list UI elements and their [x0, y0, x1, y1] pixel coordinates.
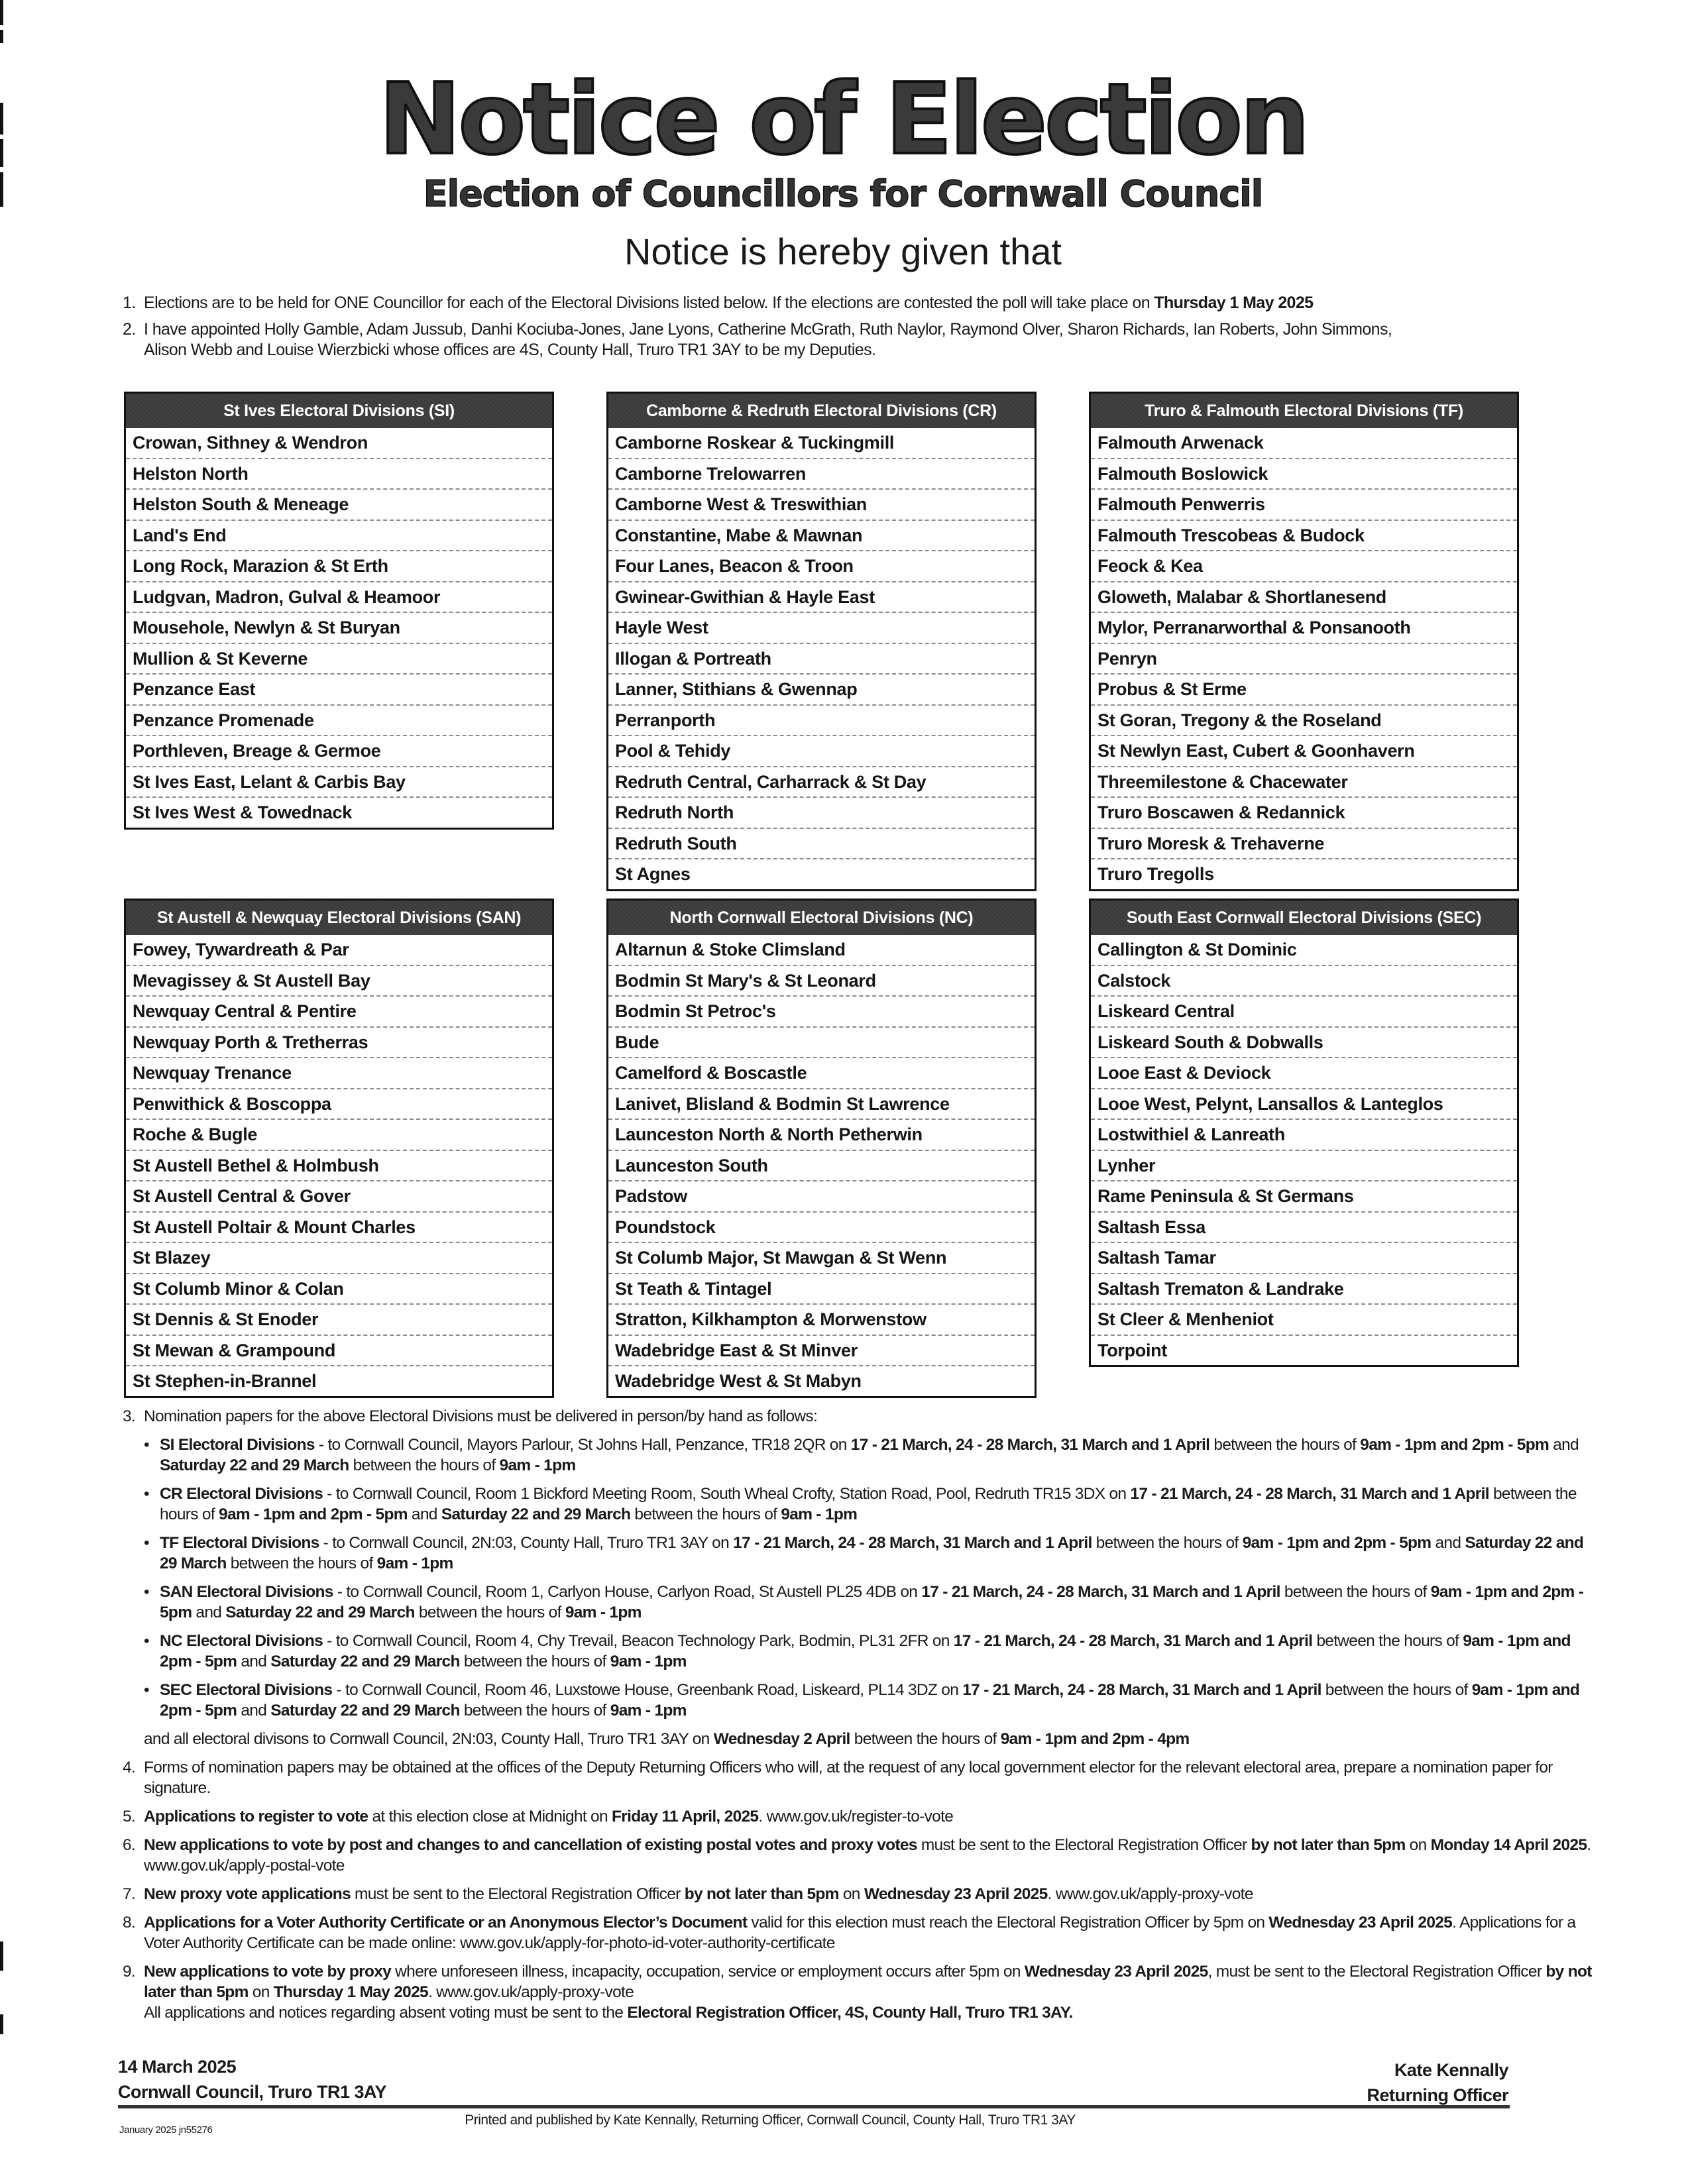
nomination-office [144, 1680, 1594, 1721]
division-row: Long Rock, Marazion & St Erth [126, 550, 552, 581]
page-subtitle: Election of Councillors for Cornwall Council [423, 173, 1263, 215]
division-row: Truro Moresk & Trehaverne [1091, 828, 1517, 859]
notice-place: Cornwall Council, Truro TR1 3AY [118, 2082, 387, 2102]
division-row: Newquay Porth & Tretherras [126, 1026, 552, 1058]
imprint: Printed and published by Kate Kennally, Returning Officer, Cornwall Council, County Hall, Truro TR1 3AY [465, 2112, 1076, 2128]
item-8 [123, 1912, 1594, 1953]
item-text: on [838, 1885, 864, 1903]
division-table [606, 392, 1037, 891]
division-table-header: St Austell & Newquay Electoral Divisions (SAN) [126, 901, 552, 935]
item-bold: Friday 11 April, 2025 [612, 1808, 759, 1826]
all-divisions-day: Wednesday 2 April [713, 1730, 850, 1748]
item-number: 9. [123, 1963, 136, 1981]
office-label: SEC Electoral Divisions [160, 1681, 333, 1699]
nomination-dates: 17 - 21 March, 24 - 28 March, 31 March and 1 April [962, 1681, 1321, 1699]
signatory-role: Returning Officer [1367, 2085, 1508, 2105]
division-row: Camborne West & Treswithian [608, 488, 1035, 519]
connector-text: and [407, 1505, 441, 1523]
division-row: Liskeard South & Dobwalls [1091, 1026, 1517, 1058]
division-row: Falmouth Arwenack [1097, 433, 1264, 453]
division-row: Fowey, Tywardreath & Par [133, 940, 349, 959]
document-reference: January 2025 jn55276 [119, 2124, 213, 2136]
division-row: Altarnun & Stoke Climsland [615, 940, 846, 959]
division-row: Redruth North [608, 796, 1035, 828]
division-row: Wadebridge East & St Minver [608, 1335, 1035, 1366]
footer-date-block [118, 2054, 386, 2104]
division-row: Penzance Promenade [126, 704, 552, 736]
office-address: - to Cornwall Council, 2N:03, County Hall, Truro TR1 3AY [319, 1534, 708, 1552]
division-table [124, 392, 554, 830]
item-text: Forms of nomination papers may be obtained at the offices of the Deputy Returning Officers who will, at the request of any local government elector for the relevant electoral area, prepare a nomination paper for signature. [144, 1759, 1553, 1797]
division-row: Porthleven, Breage & Germoe [126, 735, 552, 766]
office-label: CR Electoral Divisions [160, 1485, 323, 1503]
item-9 [123, 1961, 1594, 2002]
item-text-link: . www.gov.uk/register-to-vote [758, 1808, 954, 1826]
item-5 [123, 1806, 1594, 1827]
division-row: Mousehole, Newlyn & St Buryan [126, 612, 552, 643]
saturday-dates: Saturday 22 and 29 March [160, 1456, 349, 1474]
weekday-hours: 9am - 1pm and 2pm - 5pm [160, 1583, 1584, 1621]
division-row: Pool & Tehidy [608, 735, 1035, 766]
item-bold: by not later than 5pm [1251, 1836, 1406, 1854]
scan-edge-mark [0, 2014, 3, 2034]
division-row: Poundstock [608, 1211, 1035, 1242]
deputies-line-1: I have appointed Holly Gamble, Adam Jussub, Danhi Kociuba-Jones, Jane Lyons, Catherine McGrath, Ruth Naylor, Raymond Olver, Sharon Richards, Ian Roberts, John Simmons, [144, 320, 1392, 339]
nomination-dates: 17 - 21 March, 24 - 28 March, 31 March and 1 April [1130, 1485, 1489, 1503]
item-bold: Wednesday 23 April 2025 [864, 1885, 1048, 1903]
division-row: Torpoint [1091, 1335, 1517, 1366]
division-row: St Columb Major, St Mawgan & St Wenn [608, 1242, 1035, 1273]
division-row: Truro Boscawen & Redannick [1091, 796, 1517, 828]
weekday-hours: 9am - 1pm and 2pm - 5pm [219, 1505, 408, 1523]
connector-text: between the hours of [226, 1555, 377, 1572]
item-bold: New applications to vote by post and changes to and cancellation of existing postal votes and proxy votes [144, 1836, 917, 1854]
division-row: Redruth South [608, 828, 1035, 859]
office-label: NC Electoral Divisions [160, 1632, 323, 1650]
item-number: 1. [123, 294, 136, 312]
connector-text: between the hours of [459, 1653, 610, 1670]
office-address: - to Cornwall Council, Mayors Parlour, St Johns Hall, Penzance, TR18 2QR [314, 1436, 826, 1454]
office-address: - to Cornwall Council, Room 46, Luxstowe House, Greenbank Road, Liskeard, PL14 3DZ [332, 1681, 938, 1699]
connector-text: between the hours of [1280, 1583, 1431, 1601]
saturday-hours: 9am - 1pm [610, 1653, 687, 1670]
item-bold: Applications for a Voter Authority Certificate or an Anonymous Elector’s Document [144, 1914, 748, 1932]
item-6 [123, 1835, 1594, 1876]
connector-text: between the hours of [414, 1604, 565, 1621]
division-row: Mullion & St Keverne [126, 643, 552, 674]
division-table-header: Truro & Falmouth Electoral Divisions (TF) [1091, 394, 1517, 428]
office-label: SI Electoral Divisions [160, 1436, 315, 1454]
connector-text: on [708, 1534, 734, 1552]
nomination-dates: 17 - 21 March, 24 - 28 March, 31 March and 1 April [953, 1632, 1313, 1650]
item-text-link: . www.gov.uk/apply-postal-vote [144, 1836, 1591, 1875]
division-table-header: South East Cornwall Electoral Divisions (SEC) [1091, 901, 1517, 935]
all-divisions-line [144, 1729, 1594, 1749]
nomination-office [144, 1631, 1594, 1672]
scan-edge-mark [0, 1941, 3, 1971]
office-label: TF Electoral Divisions [160, 1534, 319, 1552]
nomination-lead: Nomination papers for the above Electoral Divisions must be delivered in person/by hand as follows: [144, 1407, 818, 1425]
saturday-dates: Saturday 22 and 29 March [270, 1702, 460, 1720]
division-row: Perranporth [608, 704, 1035, 736]
division-row: Callington & St Dominic [1097, 940, 1297, 959]
item-3 [123, 1406, 1594, 1427]
connector-text: and [192, 1604, 226, 1621]
division-row: Falmouth Boslowick [1091, 458, 1517, 489]
item-bold: by not later than 5pm [684, 1885, 839, 1903]
item-number: 7. [123, 1885, 136, 1903]
saturday-hours: 9am - 1pm [499, 1456, 576, 1474]
bullet-icon: • [144, 1681, 149, 1699]
division-table-header: Camborne & Redruth Electoral Divisions (CR) [608, 394, 1035, 428]
division-row: Saltash Tamar [1091, 1242, 1517, 1273]
item-number: 5. [123, 1808, 136, 1826]
saturday-dates: Saturday 22 and 29 March [225, 1604, 415, 1621]
division-row: St Austell Poltair & Mount Charles [126, 1211, 552, 1242]
item-text: on [1405, 1836, 1431, 1854]
saturday-hours: 9am - 1pm [781, 1505, 858, 1523]
footer-rule [118, 2105, 1510, 2108]
division-row: Redruth Central, Carharrack & St Day [608, 766, 1035, 797]
item-bold: Wednesday 23 April 2025 [1268, 1914, 1453, 1932]
page-title: Notice of Election [378, 62, 1308, 176]
division-row: St Mewan & Grampound [126, 1335, 552, 1366]
division-row: Lanner, Stithians & Gwennap [608, 673, 1035, 704]
division-row: St Dennis & St Enoder [126, 1303, 552, 1335]
division-row: Gwinear-Gwithian & Hayle East [608, 581, 1035, 612]
division-row: St Blazey [126, 1242, 552, 1273]
division-row: Ludgvan, Madron, Gulval & Heamoor [126, 581, 552, 612]
connector-text: between the hours of [630, 1505, 781, 1523]
item-text: , must be sent to the Electoral Registration Officer [1208, 1963, 1546, 1981]
division-row: Bodmin St Petroc's [608, 995, 1035, 1026]
division-table [1089, 899, 1519, 1367]
division-row: Helston South & Meneage [126, 488, 552, 519]
bullet-icon: • [144, 1436, 149, 1454]
nomination-dates: 17 - 21 March, 24 - 28 March, 31 March and 1 April [850, 1436, 1210, 1454]
item-bold: by not later than 5pm [144, 1963, 1592, 2001]
division-row: Crowan, Sithney & Wendron [133, 433, 368, 453]
connector-text: between the hours of [1312, 1632, 1463, 1650]
connector-text: between the hours of [160, 1485, 1577, 1523]
saturday-dates: Saturday 22 and 29 March [270, 1653, 460, 1670]
division-row: Feock & Kea [1091, 550, 1517, 581]
nomination-section [123, 1406, 1594, 2023]
signatory-name: Kate Kennally [1394, 2060, 1508, 2080]
division-row: Illogan & Portreath [608, 643, 1035, 674]
division-row: Land's End [126, 519, 552, 551]
all-divisions-text: and all electoral divisons to Cornwall Council, 2N:03, County Hall, Truro TR1 3AY on [144, 1730, 714, 1748]
division-row: St Ives East, Lelant & Carbis Bay [126, 766, 552, 797]
division-row: Stratton, Kilkhampton & Morwenstow [608, 1303, 1035, 1335]
poll-date: Thursday 1 May 2025 [1154, 294, 1314, 312]
weekday-hours: 9am - 1pm and 2pm - 5pm [1242, 1534, 1432, 1552]
saturday-hours: 9am - 1pm [376, 1555, 453, 1572]
division-row: Helston North [126, 458, 552, 489]
item-bold: Monday 14 April 2025 [1430, 1836, 1587, 1854]
nomination-office [144, 1435, 1594, 1476]
item-number: 8. [123, 1914, 136, 1932]
bullet-icon: • [144, 1485, 149, 1503]
connector-text: between the hours of [1092, 1534, 1243, 1552]
division-row: Mylor, Perranarworthal & Ponsanooth [1091, 612, 1517, 643]
deputies-line-2: Alison Webb and Louise Wierzbicki whose offices are 4S, County Hall, Truro TR1 3AY to be my Deputies. [144, 341, 876, 359]
connector-text: on [928, 1632, 954, 1650]
item-text-link: . Applications for a Voter Authority Certificate can be made online: www.gov.uk/apply-for-photo-id-voter-authority-certificate [144, 1914, 1576, 1952]
saturday-hours: 9am - 1pm [565, 1604, 642, 1621]
division-row: Newquay Trenance [126, 1057, 552, 1088]
nomination-office [144, 1484, 1594, 1525]
division-row: St Stephen-in-Brannel [126, 1365, 552, 1396]
division-row: Truro Tregolls [1091, 858, 1517, 889]
nomination-dates: 17 - 21 March, 24 - 28 March, 31 March and 1 April [921, 1583, 1280, 1601]
scan-edge-mark [0, 30, 3, 43]
connector-text: on [1105, 1485, 1131, 1503]
division-row: Liskeard Central [1091, 995, 1517, 1026]
intro-item-2 [123, 319, 1581, 360]
division-row: Looe West, Pelynt, Lansallos & Lanteglos [1091, 1088, 1517, 1119]
item-bold: New applications to vote by proxy [144, 1963, 392, 1981]
bullet-icon: • [144, 1632, 149, 1650]
saturday-dates: Saturday 22 and 29 March [160, 1534, 1584, 1572]
division-row: Lanivet, Blisland & Bodmin St Lawrence [608, 1088, 1035, 1119]
division-row: Gloweth, Malabar & Shortlanesend [1091, 581, 1517, 612]
division-row: Newquay Central & Pentire [126, 995, 552, 1026]
notice-date: 14 March 2025 [118, 2057, 237, 2077]
division-row: Launceston North & North Petherwin [608, 1119, 1035, 1150]
connector-text: and [1431, 1534, 1465, 1552]
division-row: Roche & Bugle [126, 1119, 552, 1150]
absent-voting-line [144, 2002, 1594, 2023]
weekday-hours: 9am - 1pm and 2pm - 5pm [160, 1632, 1571, 1670]
nomination-office [144, 1533, 1594, 1574]
division-row: Constantine, Mabe & Mawnan [608, 519, 1035, 551]
division-row: St Teath & Tintagel [608, 1273, 1035, 1304]
division-row: Threemilestone & Chacewater [1091, 766, 1517, 797]
item-text: must be sent to the Electoral Registration Officer [350, 1885, 685, 1903]
division-row: Lostwithiel & Lanreath [1091, 1119, 1517, 1150]
division-row: Saltash Trematon & Landrake [1091, 1273, 1517, 1304]
absent-text: All applications and notices regarding absent voting must be sent to the [144, 2004, 628, 2022]
item-7 [123, 1884, 1594, 1904]
division-row: Camborne Roskear & Tuckingmill [615, 433, 895, 453]
intro-item-1 [123, 293, 1581, 313]
item-bold: Wednesday 23 April 2025 [1024, 1963, 1208, 1981]
signatory-block [1367, 2057, 1508, 2108]
connector-text: on [937, 1681, 963, 1699]
division-table [606, 899, 1037, 1398]
division-row: St Columb Minor & Colan [126, 1273, 552, 1304]
office-label: SAN Electoral Divisions [160, 1583, 333, 1601]
division-table-header: North Cornwall Electoral Divisions (NC) [608, 901, 1035, 935]
division-row: Hayle West [608, 612, 1035, 643]
division-row: Calstock [1091, 965, 1517, 996]
item-bold: New proxy vote applications [144, 1885, 351, 1903]
division-row: Bude [608, 1026, 1035, 1058]
item-text-link: . www.gov.uk/apply-proxy-vote [427, 1983, 634, 2001]
connector-text: and [1549, 1436, 1579, 1454]
between-text: between the hours of [850, 1730, 1001, 1748]
saturday-hours: 9am - 1pm [610, 1702, 687, 1720]
division-row: Bodmin St Mary's & St Leonard [608, 965, 1035, 996]
division-table-header: St Ives Electoral Divisions (SI) [126, 394, 552, 428]
connector-text: between the hours of [349, 1456, 500, 1474]
item-text: Elections are to be held for ONE Councillor for each of the Electoral Divisions listed below. If the elections are contested the poll will take place on [144, 294, 1154, 312]
saturday-dates: Saturday 22 and 29 March [441, 1505, 631, 1523]
item-bold: Applications to register to vote [144, 1808, 368, 1826]
notice-given-line: Notice is hereby given that [624, 231, 1062, 272]
division-table [1089, 392, 1519, 891]
division-row: Falmouth Trescobeas & Budock [1091, 519, 1517, 551]
division-row: Four Lanes, Beacon & Troon [608, 550, 1035, 581]
item-text: where unforeseen illness, incapacity, occupation, service or employment occurs after 5pm on [391, 1963, 1025, 1981]
division-row: St Austell Bethel & Holmbush [126, 1150, 552, 1181]
connector-text: on [825, 1436, 851, 1454]
office-address: - to Cornwall Council, Room 1, Carlyon House, Carlyon Road, St Austell PL25 4DB [333, 1583, 897, 1601]
office-address: - to Cornwall Council, Room 4, Chy Trevail, Beacon Technology Park, Bodmin, PL31 2FR [323, 1632, 928, 1650]
division-row: Rame Peninsula & St Germans [1091, 1180, 1517, 1211]
scan-edge-mark [0, 0, 3, 25]
item-text: must be sent to the Electoral Registration Officer [917, 1836, 1251, 1854]
division-row: Launceston South [608, 1150, 1035, 1181]
division-row: Penwithick & Boscoppa [126, 1088, 552, 1119]
division-row: St Ives West & Towednack [126, 796, 552, 828]
absent-address: Electoral Registration Officer, 4S, County Hall, Truro TR1 3AY. [627, 2004, 1073, 2022]
division-row: Camelford & Boscastle [608, 1057, 1035, 1088]
item-text: on [248, 1983, 274, 2001]
division-row: Saltash Essa [1091, 1211, 1517, 1242]
connector-text: on [896, 1583, 922, 1601]
bullet-icon: • [144, 1534, 149, 1552]
division-row: Lynher [1091, 1150, 1517, 1181]
all-divisions-hours: 9am - 1pm and 2pm - 4pm [1000, 1730, 1190, 1748]
division-row: Penzance East [126, 673, 552, 704]
division-row: St Austell Central & Gover [126, 1180, 552, 1211]
weekday-hours: 9am - 1pm and 2pm - 5pm [1360, 1436, 1549, 1454]
office-address: - to Cornwall Council, Room 1 Bickford Meeting Room, South Wheal Crofty, Station Road, Pool, Redruth TR15 3DX [323, 1485, 1105, 1503]
item-text-link: . www.gov.uk/apply-proxy-vote [1047, 1885, 1253, 1903]
connector-text: between the hours of [1209, 1436, 1361, 1454]
item-4 [123, 1757, 1594, 1798]
division-row: St Cleer & Menheniot [1091, 1303, 1517, 1335]
item-number: 6. [123, 1836, 136, 1854]
division-row: Penryn [1091, 643, 1517, 674]
connector-text: between the hours of [1321, 1681, 1472, 1699]
item-number: 4. [123, 1759, 136, 1776]
item-bold: Thursday 1 May 2025 [273, 1983, 428, 2001]
division-table [124, 899, 554, 1398]
connector-text: between the hours of [459, 1702, 610, 1720]
division-row: Padstow [608, 1180, 1035, 1211]
division-row: Wadebridge West & St Mabyn [608, 1365, 1035, 1396]
weekday-hours: 9am - 1pm and 2pm - 5pm [160, 1681, 1580, 1720]
item-text: at this election close at Midnight on [368, 1808, 612, 1826]
division-row: Mevagissey & St Austell Bay [126, 965, 552, 996]
division-row: Probus & St Erme [1091, 673, 1517, 704]
division-row: St Agnes [608, 858, 1035, 889]
division-row: Camborne Trelowarren [608, 458, 1035, 489]
division-row: St Goran, Tregony & the Roseland [1091, 704, 1517, 736]
bullet-icon: • [144, 1583, 149, 1601]
item-number: 2. [123, 320, 136, 339]
nomination-office [144, 1582, 1594, 1623]
division-row: St Newlyn East, Cubert & Goonhavern [1091, 735, 1517, 766]
division-row: Looe East & Deviock [1091, 1057, 1517, 1088]
item-text: valid for this election must reach the Electoral Registration Officer by 5pm on [747, 1914, 1269, 1932]
connector-text: and [237, 1702, 271, 1720]
connector-text: and [237, 1653, 271, 1670]
item-number: 3. [123, 1407, 136, 1425]
division-row: Falmouth Penwerris [1091, 488, 1517, 519]
nomination-dates: 17 - 21 March, 24 - 28 March, 31 March and 1 April [733, 1534, 1092, 1552]
